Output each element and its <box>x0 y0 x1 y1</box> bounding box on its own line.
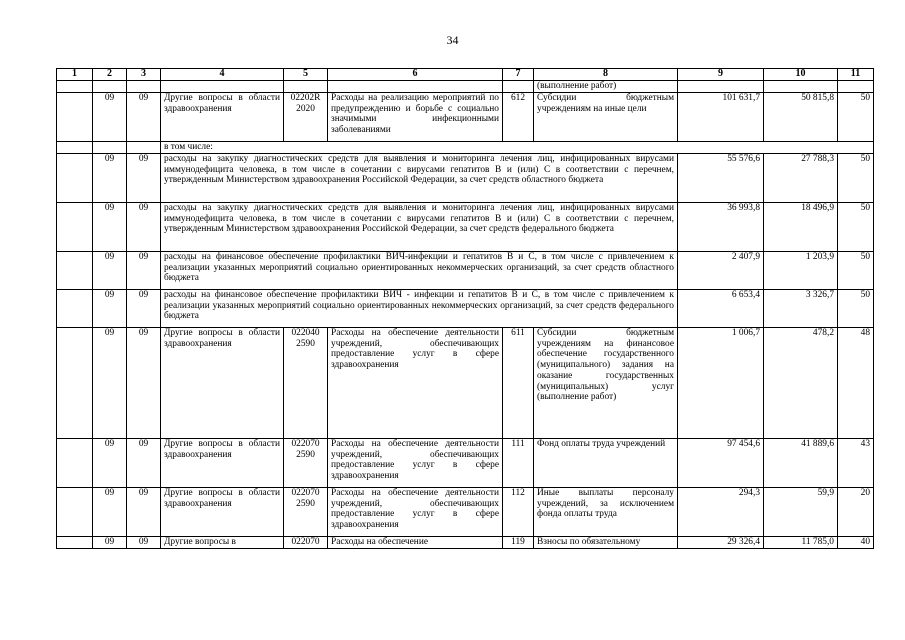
section-code: 09 <box>93 488 127 537</box>
section-code: 09 <box>93 439 127 488</box>
carry-over-cell <box>127 81 161 93</box>
expense-type-code: 112 <box>503 488 534 537</box>
expense-type-code: 119 <box>503 537 534 549</box>
actual-amount: 59,9 <box>764 488 838 537</box>
plan-amount: 1 006,7 <box>678 328 764 439</box>
actual-amount: 3 326,7 <box>764 290 838 328</box>
table-row <box>57 537 874 549</box>
carry-over-cell <box>838 81 874 93</box>
actual-amount: 478,2 <box>764 328 838 439</box>
empty-cell <box>57 439 93 488</box>
plan-amount: 2 407,9 <box>678 252 764 290</box>
subsection-code: 09 <box>127 252 161 290</box>
target-article-name: Расходы на реализацию мероприятий по предупреждению и борьбе с социально значимыми инфекционными заболеваниями <box>328 93 503 142</box>
subsection-code: 09 <box>127 154 161 203</box>
empty-cell <box>93 142 127 154</box>
table-row <box>57 154 874 203</box>
actual-amount: 18 496,9 <box>764 203 838 252</box>
empty-cell <box>57 488 93 537</box>
subsection-code: 09 <box>127 439 161 488</box>
plan-amount: 101 631,7 <box>678 93 764 142</box>
execution-percent: 43 <box>838 439 874 488</box>
empty-cell <box>57 537 93 549</box>
header-cell-10: 10 <box>764 69 838 81</box>
target-article-name: Расходы на обеспечение деятельности учреждений, обеспечивающих предоставление услуг в сфере здравоохранения <box>328 328 503 439</box>
header-cell-9: 9 <box>678 69 764 81</box>
execution-percent: 20 <box>838 488 874 537</box>
table-row <box>57 93 874 142</box>
plan-amount: 6 653,4 <box>678 290 764 328</box>
actual-amount: 50 815,8 <box>764 93 838 142</box>
empty-cell <box>57 93 93 142</box>
subsection-code: 09 <box>127 537 161 549</box>
table-row <box>57 328 874 439</box>
header-cell-4: 4 <box>161 69 284 81</box>
target-article-name: Расходы на обеспечение <box>328 537 503 549</box>
section-name: Другие вопросы в области здравоохранения <box>161 328 284 439</box>
expense-description: расходы на закупку диагностических средств для выявления и мониторинга лечения лиц, инфицированных вирусами иммунодефицита человека, в том числе в сочетании с вирусами гепатитов B и (или) C в соответствии с перечнем, утвержденным Министерством здравоохранения Российской Федерации, за счет средств федерального бюджета <box>161 203 678 252</box>
expense-type-name: Фонд оплаты труда учреждений <box>534 439 678 488</box>
empty-cell <box>57 154 93 203</box>
expense-description: расходы на финансовое обеспечение профилактики ВИЧ-инфекции и гепатитов B и C, в том числе с привлечением к реализации указанных мероприятий социально ориентированных некоммерческих организаций, за счет средств областного бюджета <box>161 252 678 290</box>
section-code: 09 <box>93 537 127 549</box>
plan-amount: 29 326,4 <box>678 537 764 549</box>
carry-over-cell <box>284 81 328 93</box>
plan-amount: 294,3 <box>678 488 764 537</box>
expense-type-name: Взносы по обязательному <box>534 537 678 549</box>
header-cell-6: 6 <box>328 69 503 81</box>
header-cell-5: 5 <box>284 69 328 81</box>
section-code: 09 <box>93 328 127 439</box>
empty-cell <box>57 328 93 439</box>
execution-percent: 40 <box>838 537 874 549</box>
section-name: Другие вопросы в <box>161 537 284 549</box>
section-code: 09 <box>93 93 127 142</box>
table-row <box>57 488 874 537</box>
expense-type-code: 111 <box>503 439 534 488</box>
carry-over-cell <box>764 81 838 93</box>
section-name: Другие вопросы в области здравоохранения <box>161 439 284 488</box>
plan-amount: 55 576,6 <box>678 154 764 203</box>
actual-amount: 41 889,6 <box>764 439 838 488</box>
table-row <box>57 439 874 488</box>
carry-over-cell: (выполнение работ) <box>534 81 678 93</box>
target-article-name: Расходы на обеспечение деятельности учреждений, обеспечивающих предоставление услуг в сфере здравоохранения <box>328 488 503 537</box>
expense-description: расходы на финансовое обеспечение профилактики ВИЧ - инфекции и гепатитов B и C, в том числе с привлечением к реализации указанных мероприятий социально ориентированных некоммерческих организаций, за счет средств федерального бюджета <box>161 290 678 328</box>
carry-over-cell <box>161 81 284 93</box>
header-row <box>57 69 874 81</box>
table-row <box>57 142 874 154</box>
execution-percent: 50 <box>838 290 874 328</box>
header-cell-11: 11 <box>838 69 874 81</box>
table-row <box>57 290 874 328</box>
target-article-code: 022040 2590 <box>284 328 328 439</box>
expense-type-code: 611 <box>503 328 534 439</box>
subsection-code: 09 <box>127 488 161 537</box>
actual-amount: 11 785,0 <box>764 537 838 549</box>
section-code: 09 <box>93 203 127 252</box>
carry-over-cell <box>93 81 127 93</box>
subsection-code: 09 <box>127 93 161 142</box>
header-cell-1: 1 <box>57 69 93 81</box>
empty-cell <box>57 142 93 154</box>
page-number: 34 <box>446 33 459 47</box>
section-code: 09 <box>93 252 127 290</box>
execution-percent: 50 <box>838 203 874 252</box>
expense-type-name: Субсидии бюджетным учреждениям на иные цели <box>534 93 678 142</box>
section-code: 09 <box>93 154 127 203</box>
target-article-code: 022070 2590 <box>284 488 328 537</box>
target-article-code: 022070 <box>284 537 328 549</box>
empty-cell <box>57 290 93 328</box>
header-cell-3: 3 <box>127 69 161 81</box>
header-cell-8: 8 <box>534 69 678 81</box>
plan-amount: 36 993,8 <box>678 203 764 252</box>
subsection-code: 09 <box>127 203 161 252</box>
section-code: 09 <box>93 290 127 328</box>
carry-over-row <box>57 81 874 93</box>
table-row <box>57 252 874 290</box>
header-cell-7: 7 <box>503 69 534 81</box>
actual-amount: 27 788,3 <box>764 154 838 203</box>
carry-over-cell <box>328 81 503 93</box>
empty-cell <box>57 252 93 290</box>
plan-amount: 97 454,6 <box>678 439 764 488</box>
subsection-code: 09 <box>127 290 161 328</box>
carry-over-cell <box>678 81 764 93</box>
execution-percent: 50 <box>838 93 874 142</box>
budget-table <box>56 68 874 549</box>
execution-percent: 50 <box>838 154 874 203</box>
including-label: в том числе: <box>161 142 874 154</box>
execution-percent: 48 <box>838 328 874 439</box>
target-article-name: Расходы на обеспечение деятельности учреждений, обеспечивающих предоставление услуг в сфере здравоохранения <box>328 439 503 488</box>
execution-percent: 50 <box>838 252 874 290</box>
table-row <box>57 203 874 252</box>
actual-amount: 1 203,9 <box>764 252 838 290</box>
header-cell-2: 2 <box>93 69 127 81</box>
target-article-code: 02202R 2020 <box>284 93 328 142</box>
empty-cell <box>127 142 161 154</box>
expense-type-name: Субсидии бюджетным учреждениям на финансовое обеспечение государственного (муниципального) задания на оказание государственных (муниципальных) услуг (выполнение работ) <box>534 328 678 439</box>
expense-type-name: Иные выплаты персоналу учреждений, за исключением фонда оплаты труда <box>534 488 678 537</box>
section-name: Другие вопросы в области здравоохранения <box>161 488 284 537</box>
expense-type-code: 612 <box>503 93 534 142</box>
target-article-code: 022070 2590 <box>284 439 328 488</box>
subsection-code: 09 <box>127 328 161 439</box>
carry-over-cell <box>57 81 93 93</box>
section-name: Другие вопросы в области здравоохранения <box>161 93 284 142</box>
expense-description: расходы на закупку диагностических средств для выявления и мониторинга лечения лиц, инфицированных вирусами иммунодефицита человека, в том числе в сочетании с вирусами гепатитов B и (или) C в соответствии с перечнем, утвержденным Министерством здравоохранения Российской Федерации, за счет средств областного бюджета <box>161 154 678 203</box>
carry-over-cell <box>503 81 534 93</box>
empty-cell <box>57 203 93 252</box>
